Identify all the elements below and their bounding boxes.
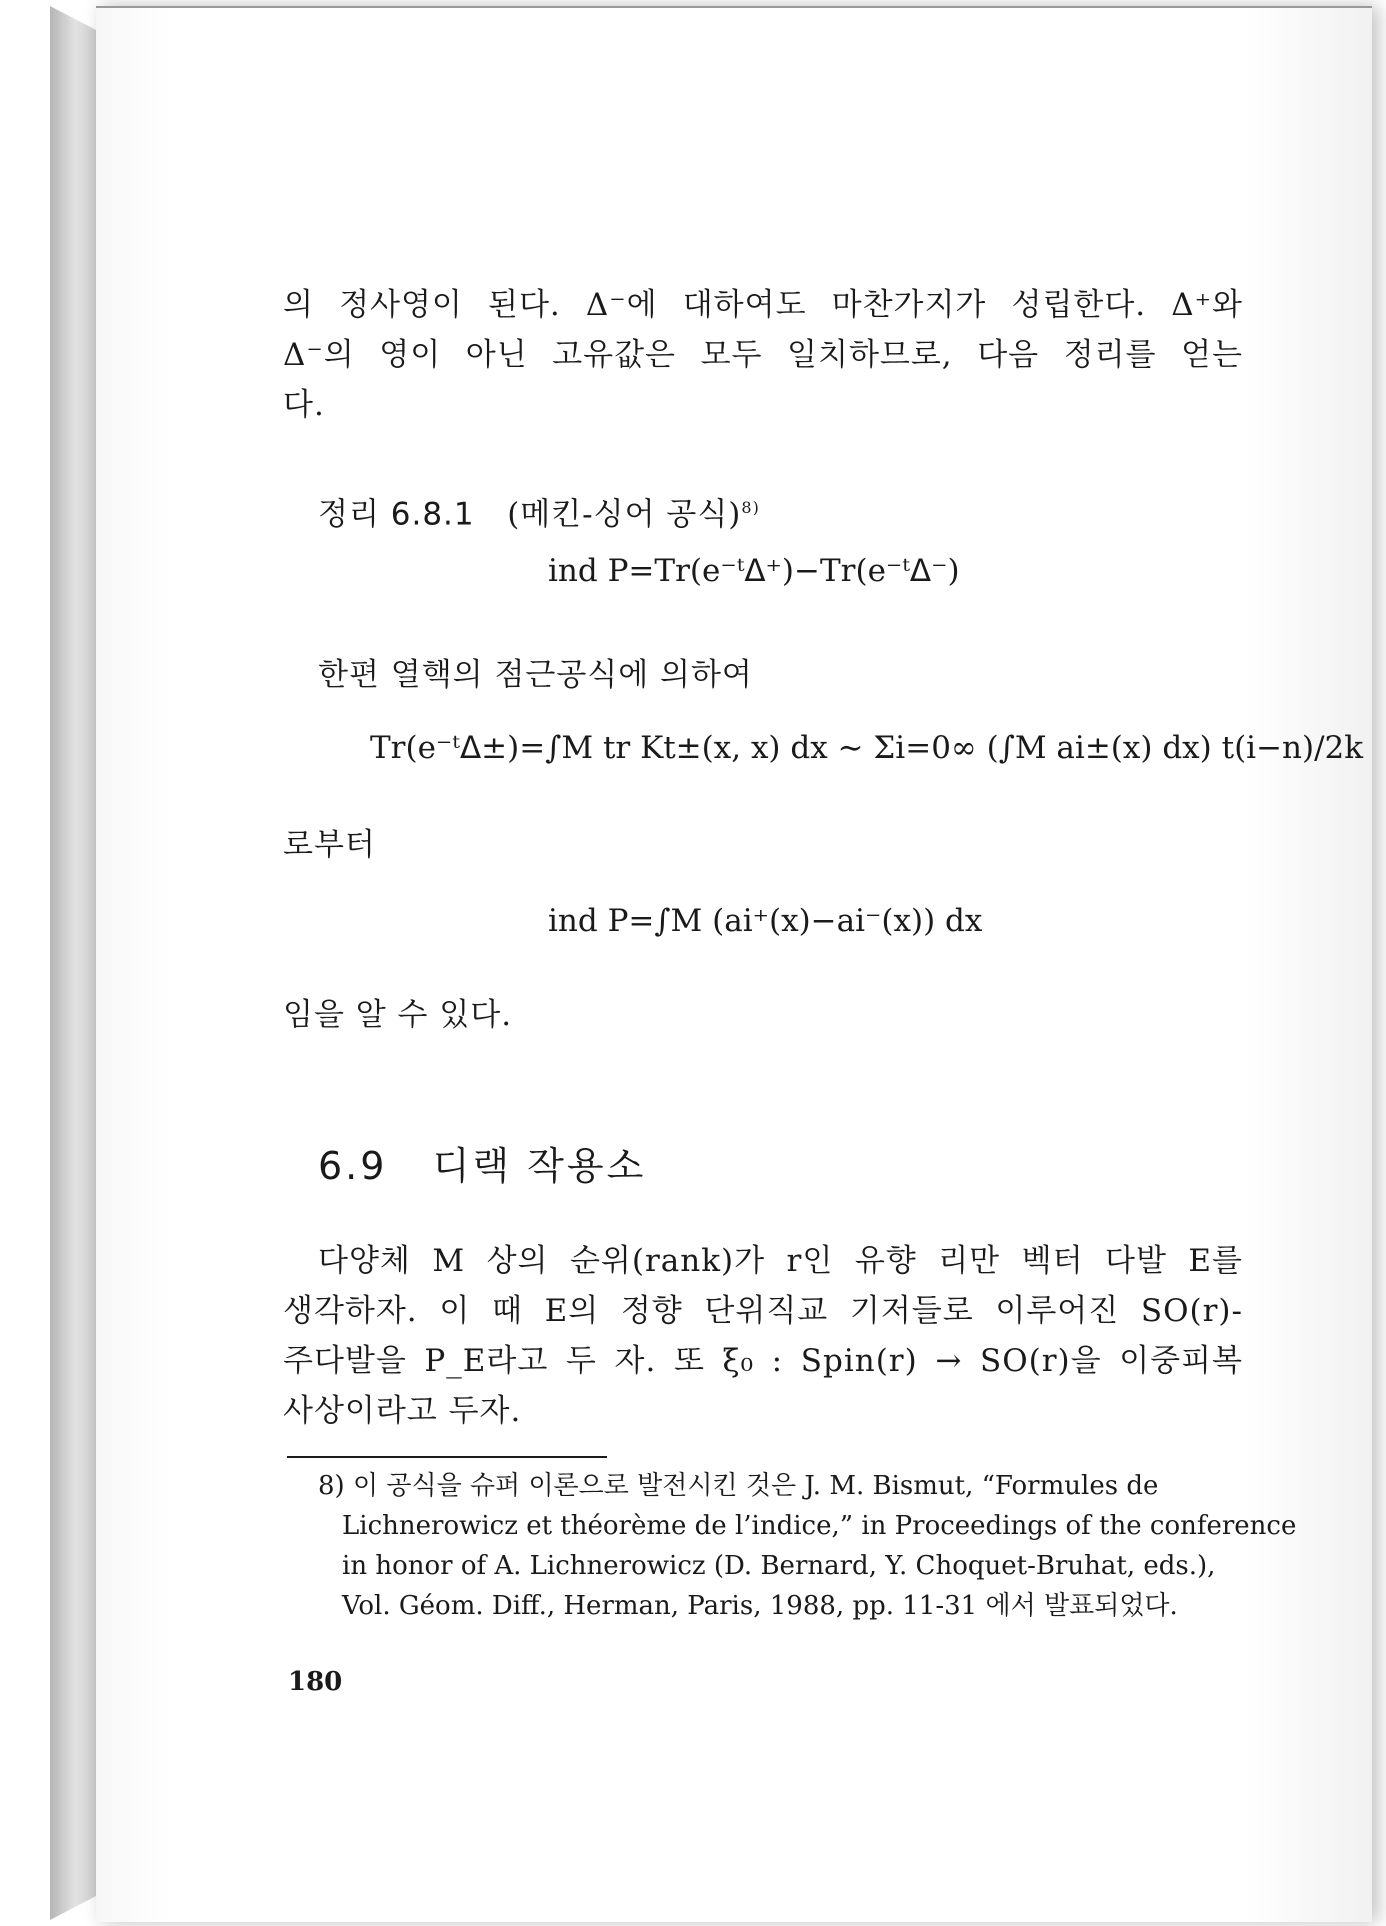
footnote-line: 8) 이 공식을 슈퍼 이론으로 발전시킨 것은 J. M. Bismut, “Formules de: [318, 1471, 1159, 1501]
section-heading: [318, 1135, 646, 1190]
index-equation: ind P=∫M (ai⁺(x)−ai⁻(x)) dx: [548, 903, 983, 939]
footnote-line: Vol. Géom. Diff., Herman, Paris, 1988, pp. 11-31 에서 발표되었다.: [342, 1591, 1178, 1621]
paragraph-line: 다양체 M 상의 순위(rank)가 r인 유향 리만 벡터 다발 E를: [318, 1243, 1243, 1279]
paragraph-line: 임을 알 수 있다.: [283, 997, 513, 1033]
theorem-equation: ind P=Tr(e⁻ᵗᐃ⁺)−Tr(e⁻ᵗᐃ⁻): [548, 553, 960, 589]
trace-equation: Tr(e⁻ᵗᐃ±)=∫M tr Kt±(x, x) dx ∼ Σi=0∞ (∫M ai±(x) dx) t(i−n)/2k: [370, 730, 1364, 766]
section-number: 6.9: [318, 1144, 388, 1188]
paragraph-line: 사상이라고 두자.: [283, 1393, 522, 1429]
footnote-line: Lichnerowicz et théorème de l’indice,” in Proceedings of the conference: [342, 1511, 1297, 1541]
paragraph-line: 의 정사영이 된다. Δ⁻에 대하여도 마찬가지가 성립한다. Δ⁺와: [283, 287, 1243, 323]
paragraph-line: 다.: [283, 387, 325, 423]
theorem-title: (메킨-싱어 공식): [507, 496, 742, 533]
book-spine-edge: [50, 6, 96, 1920]
paragraph-line: 로부터: [283, 827, 376, 863]
paragraph-line: 한편 열핵의 점근공식에 의하여: [318, 657, 753, 693]
footnote-rule: [287, 1456, 607, 1458]
paragraph-line: 주다발을 P_E라고 두 자. 또 ξ₀ : Spin(r) → SO(r)을 이중피복: [283, 1343, 1243, 1379]
paragraph-line: Δ⁻의 영이 아닌 고유값은 모두 일치하므로, 다음 정리를 얻는: [283, 337, 1243, 373]
paragraph-line: 생각하자. 이 때 E의 정향 단위직교 기저들로 이루어진 SO(r)-: [283, 1293, 1243, 1329]
section-title: 디랙 작용소: [432, 1144, 647, 1188]
theorem-label: 정리 6.8.1: [318, 496, 475, 533]
footnote-ref: 8): [741, 498, 760, 517]
theorem-heading: [318, 483, 1278, 539]
footnote-line: in honor of A. Lichnerowicz (D. Bernard, Y. Choquet-Bruhat, eds.),: [342, 1551, 1216, 1581]
page-number: 180: [288, 1667, 343, 1697]
